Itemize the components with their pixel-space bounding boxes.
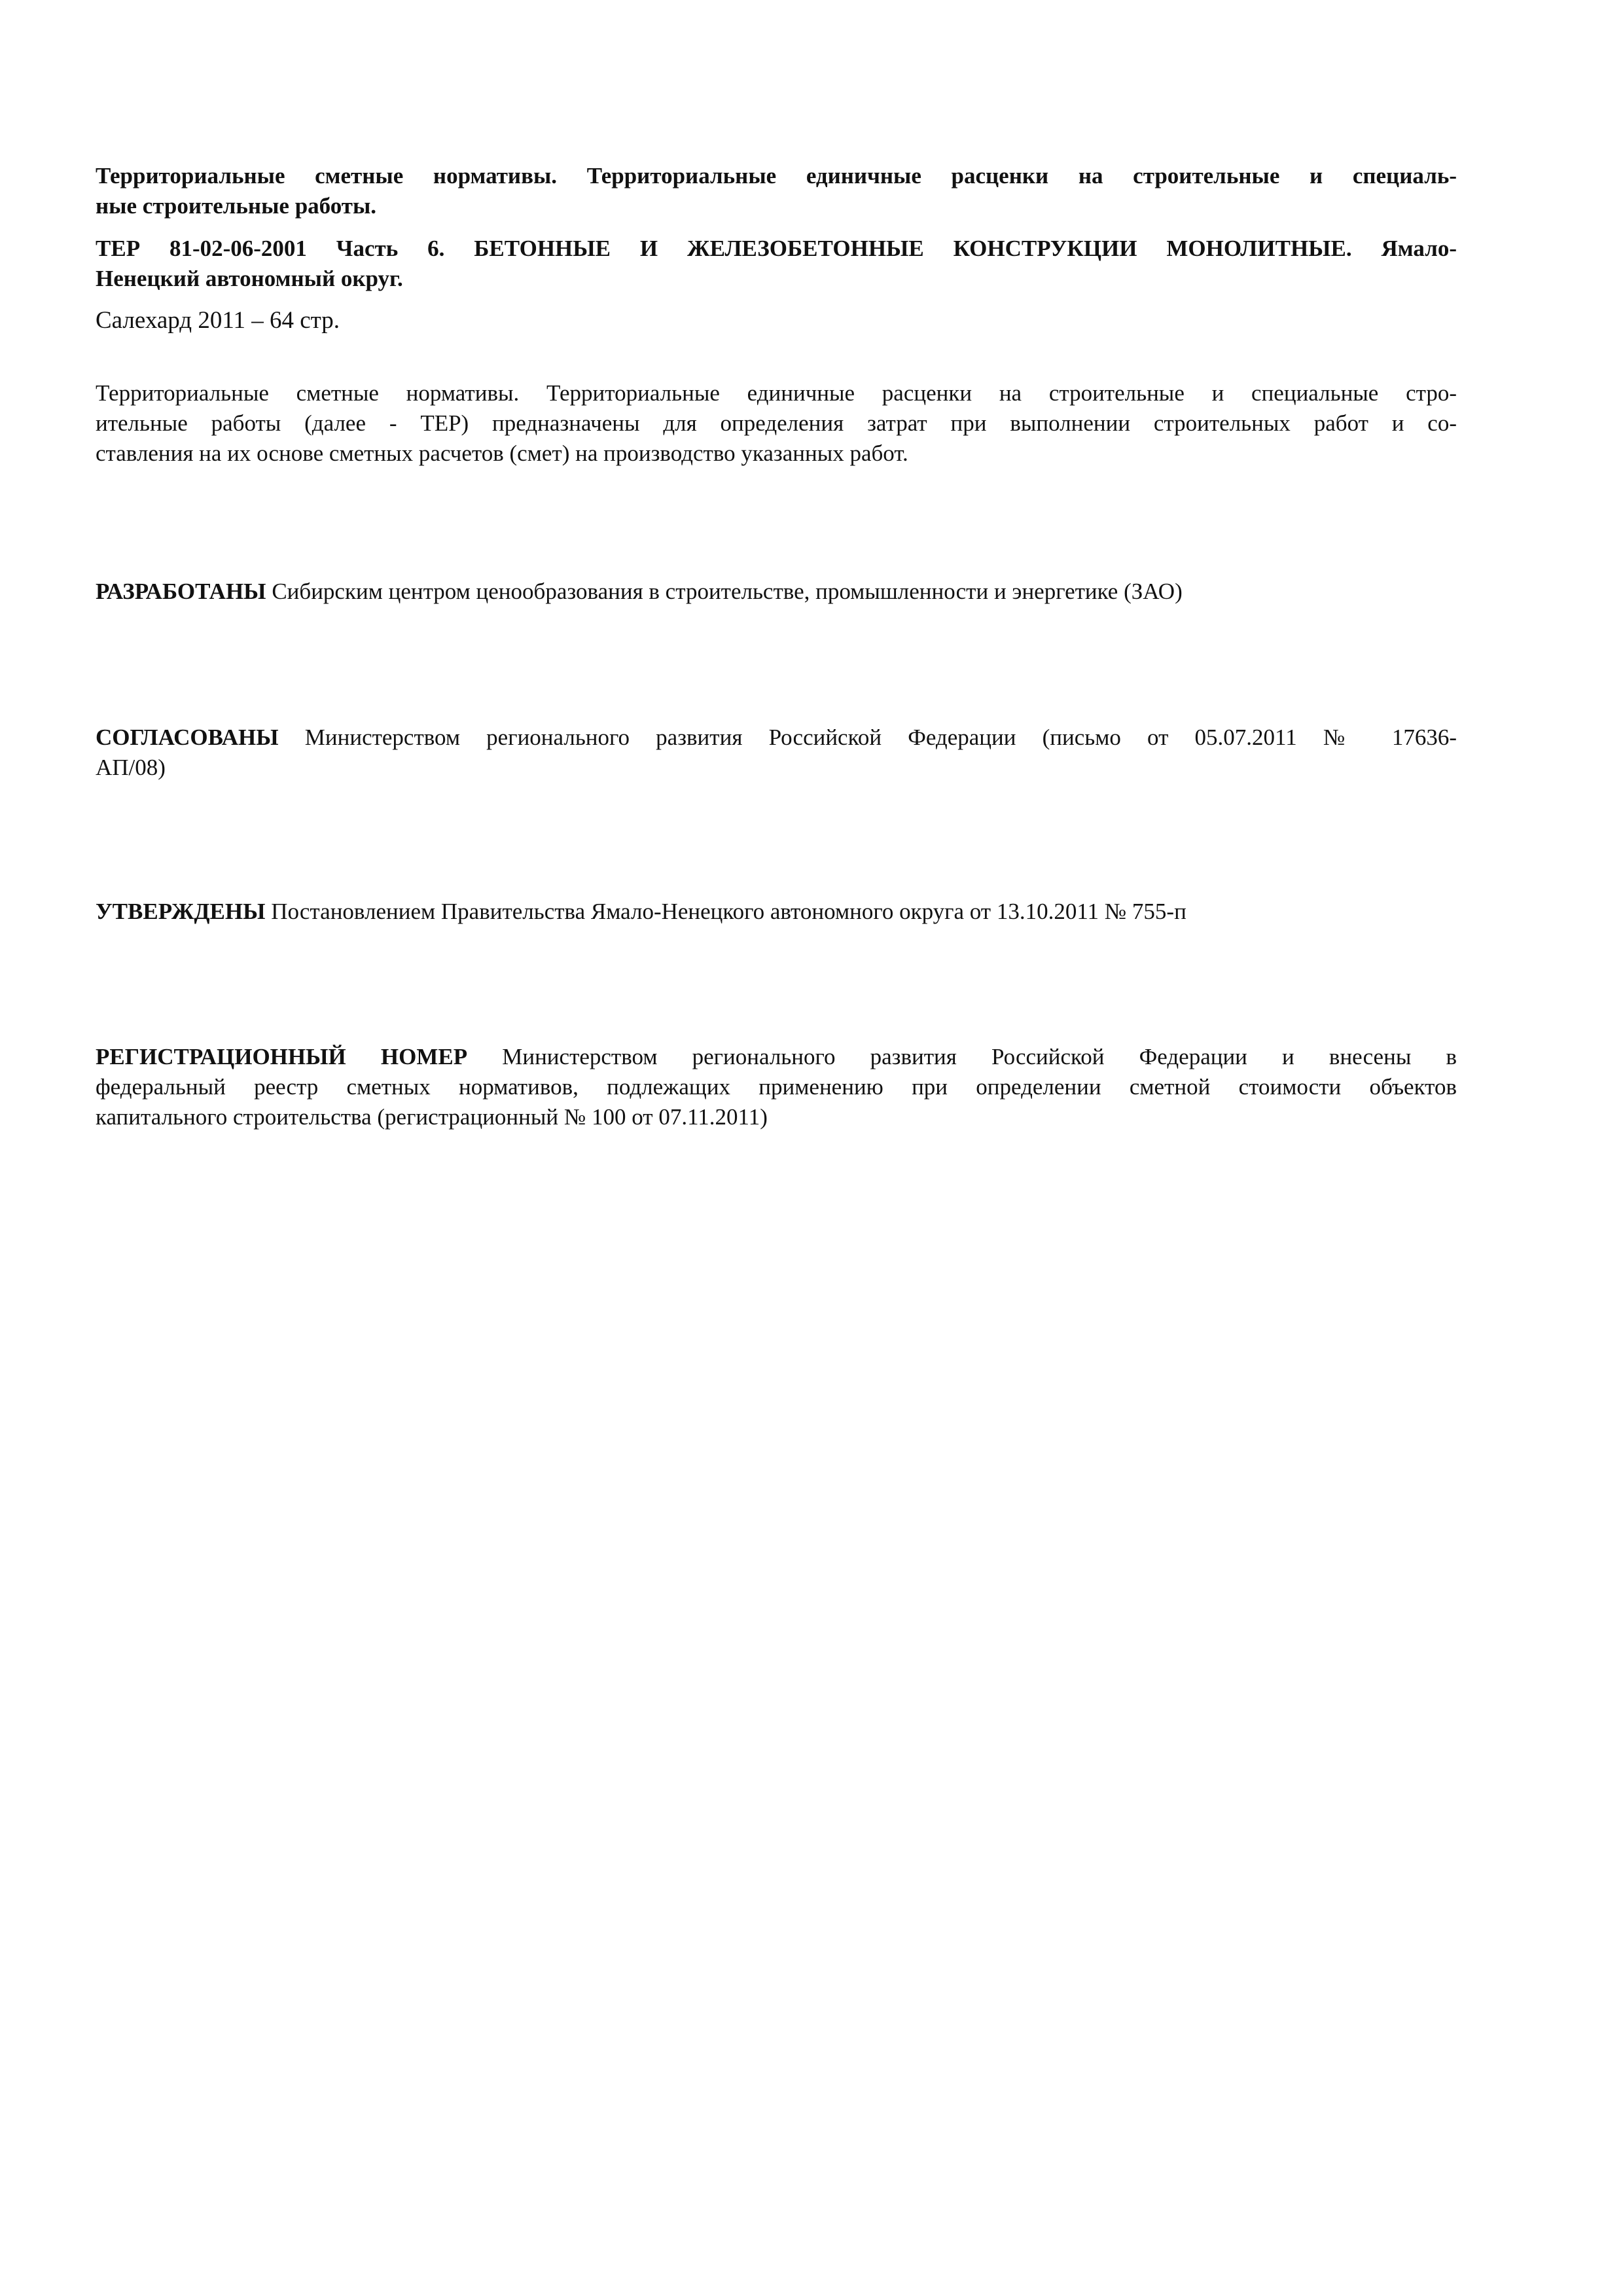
registration-text-1: Министерством регионального развития Российской Федерации и внесены в xyxy=(467,1044,1457,1069)
publication-place xyxy=(96,306,1457,336)
developed-label: РАЗРАБОТАНЫ xyxy=(96,579,266,604)
agreed-text-1: Министерством регионального развития Российской Федерации (письмо от 05.07.2011 № 17636- xyxy=(278,725,1457,750)
registration-line-1 xyxy=(96,1042,1457,1072)
developed-section xyxy=(96,577,1457,607)
description-line-3: ставления на их основе сметных расчетов (смет) на производство указанных работ. xyxy=(96,440,908,466)
approved-label: УТВЕРЖДЕНЫ xyxy=(96,899,266,924)
document-title xyxy=(96,161,1457,221)
description-line-1: Территориальные сметные нормативы. Территориальные единичные расценки на строительные и специальные стро- xyxy=(96,380,1457,406)
agreed-line-1 xyxy=(96,723,1457,753)
registration-text-3: капитального строительства (регистрационный № 100 от 07.11.2011) xyxy=(96,1104,768,1130)
approved-line xyxy=(96,897,1457,927)
document-code xyxy=(96,234,1457,294)
registration-section xyxy=(96,1042,1457,1132)
agreed-section xyxy=(96,723,1457,783)
approved-text: Постановлением Правительства Ямало-Ненецкого автономного округа от 13.10.2011 № 755-п xyxy=(265,899,1186,924)
document-title-line-1: Территориальные сметные нормативы. Территориальные единичные расценки на строительные и специаль- xyxy=(96,163,1457,188)
document-title-line-2: ные строительные работы. xyxy=(96,193,377,219)
agreed-text-2: АП/08) xyxy=(96,755,166,780)
description-line-2: ительные работы (далее - ТЕР) предназначены для определения затрат при выполнении строительных работ и со- xyxy=(96,410,1457,436)
document-code-line-2: Ненецкий автономный округ. xyxy=(96,266,403,291)
registration-label: РЕГИСТРАЦИОННЫЙ НОМЕР xyxy=(96,1044,468,1069)
registration-text-2: федеральный реестр сметных нормативов, подлежащих применению при определении сметной стоимости объектов xyxy=(96,1074,1457,1100)
document-code-line-1: ТЕР 81-02-06-2001 Часть 6. БЕТОННЫЕ И ЖЕЛЕЗОБЕТОННЫЕ КОНСТРУКЦИИ МОНОЛИТНЫЕ. Ямало- xyxy=(96,236,1457,261)
developed-text: Сибирским центром ценообразования в строительстве, промышленности и энергетике (ЗАО) xyxy=(266,579,1183,604)
developed-line xyxy=(96,577,1457,607)
agreed-label: СОГЛАСОВАНЫ xyxy=(96,725,279,750)
approved-section xyxy=(96,897,1457,927)
publication-place-text: Салехард 2011 – 64 стр. xyxy=(96,307,340,334)
document-description xyxy=(96,378,1457,469)
